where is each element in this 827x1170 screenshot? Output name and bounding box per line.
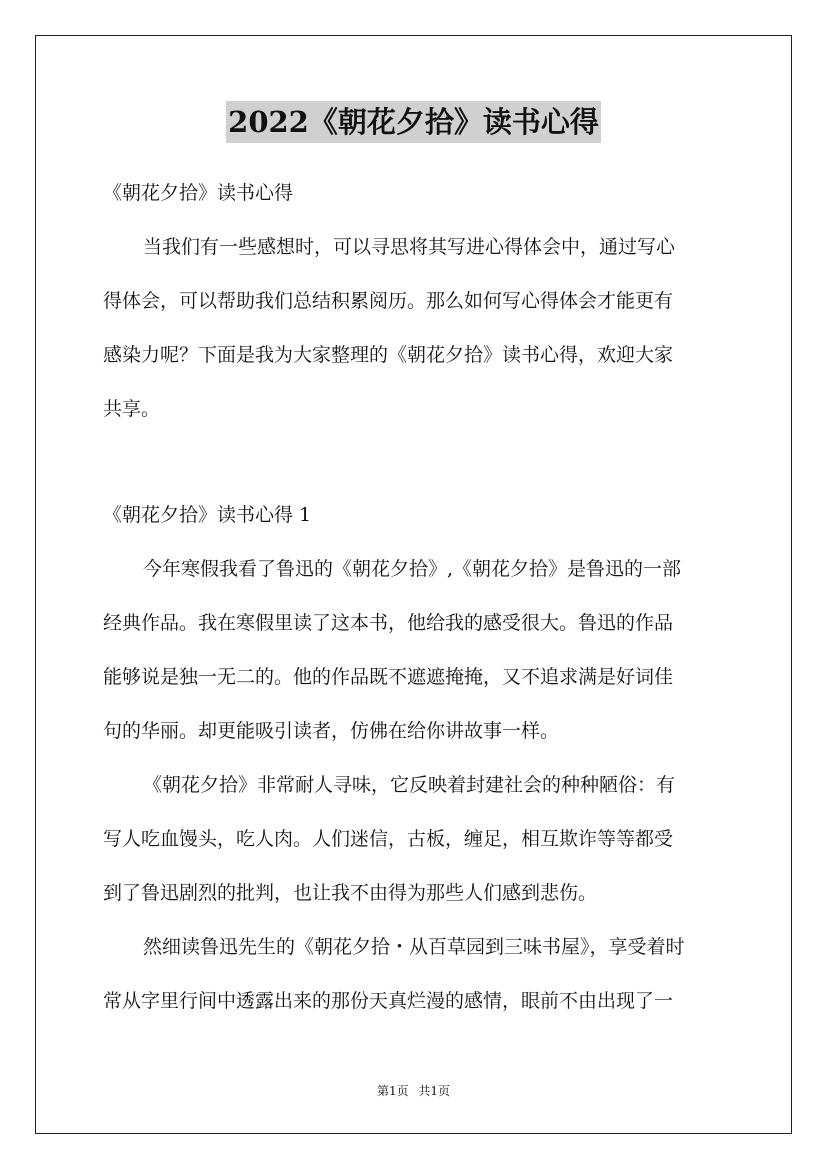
paragraph-line: 《朝花夕拾》非常耐人寻味，它反映着封建社会的种种陋俗：有 (143, 774, 676, 796)
title-container (0, 101, 827, 143)
section-heading: 《朝花夕拾》读书心得 1 (103, 504, 312, 526)
document-body (103, 166, 726, 1028)
paragraph-line: 能够说是独一无二的。他的作品既不遮遮掩掩，又不追求满是好词佳 (103, 666, 674, 688)
intro-line: 感染力呢？下面是我为大家整理的《朝花夕拾》读书心得，欢迎大家 (103, 344, 674, 366)
page-number: 第1页 (376, 1084, 409, 1098)
paragraph-line: 到了鲁迅剧烈的批判，也让我不由得为那些人们感到悲伤。 (103, 882, 598, 904)
intro-line: 得体会，可以帮助我们总结积累阅历。那么如何写心得体会才能更有 (103, 290, 674, 312)
subtitle: 《朝花夕拾》读书心得 (103, 182, 294, 204)
paragraph-line: 经典作品。我在寒假里读了这本书，他给我的感受很大。鲁迅的作品 (103, 612, 674, 634)
paragraph-line: 然细读鲁迅先生的《朝花夕拾・从百草园到三味书屋》，享受着时 (143, 936, 685, 958)
page-total: 共1页 (418, 1084, 451, 1098)
page-footer (0, 1082, 827, 1099)
section-gap (103, 436, 726, 488)
paragraph-line: 写人吃血馒头，吃人肉。人们迷信，古板，缠足，相互欺诈等等都受 (103, 828, 674, 850)
paragraph-line: 今年寒假我看了鲁迅的《朝花夕拾》,《朝花夕拾》是鲁迅的一部 (143, 558, 682, 580)
document-title: 2022《朝花夕拾》读书心得 (226, 101, 601, 143)
paragraph-line: 常从字里行间中透露出来的那份天真烂漫的感情，眼前不由出现了一 (103, 990, 674, 1012)
intro-line: 当我们有一些感想时，可以寻思将其写进心得体会中，通过写心 (143, 236, 676, 258)
paragraph-line: 句的华丽。却更能吸引读者，仿佛在给你讲故事一样。 (103, 720, 560, 742)
intro-line: 共享。 (103, 398, 161, 420)
